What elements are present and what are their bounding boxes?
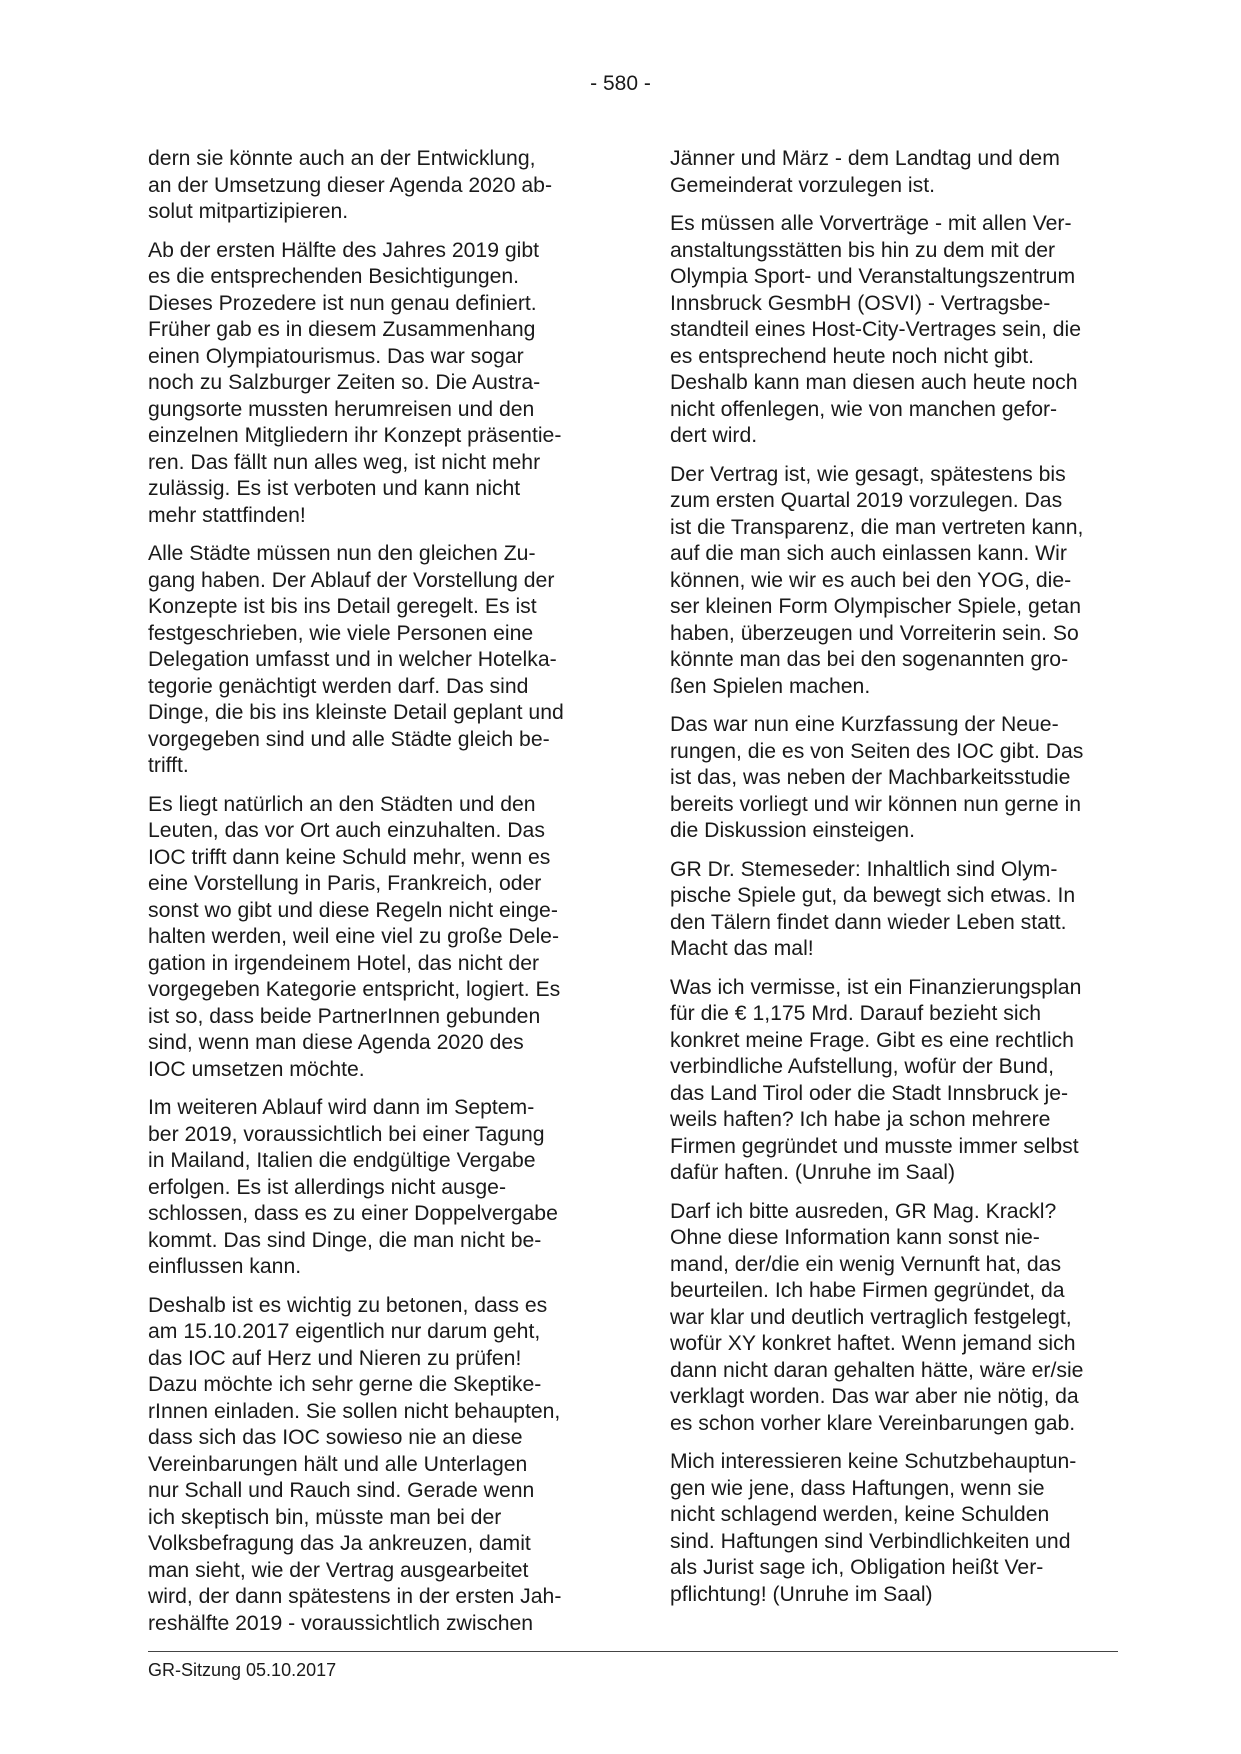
footer-text: GR-Sitzung 05.10.2017: [148, 1660, 337, 1680]
left-column: [148, 146, 608, 1649]
paragraph: Alle Städte müssen nun den gleichen Zu- gang haben. Der Ablauf der Vorstellung der Konzepte ist bis ins Detail geregelt. Es ist festgeschrieben, wie viele Personen eine Delegation umfasst und in welcher Hotelka- tegorie genächtigt werden darf. Das sind Dinge, die bis ins kleinste Detail geplant und vorgegeben sind und alle Städte gleich be- trifft.: [148, 542, 564, 777]
paragraph: Es müssen alle Vorverträge - mit allen Ver- anstaltungsstätten bis hin zu dem mit der Olympia Sport- und Veranstaltungszentrum Innsbruck GesmbH (OSVI) - Vertragsbe- standteil eines Host-City-Vertrages sein, die es entsprechend heute noch nicht gibt. Deshalb kann man diesen auch heute noch nicht offenlegen, wie von manchen gefor- dert wird.: [670, 212, 1081, 447]
paragraph: Das war nun eine Kurzfassung der Neue- rungen, die es von Seiten des IOC gibt. Das ist das, was neben der Machbarkeitsstudie bereits vorliegt und wir können nun gerne in die Diskussion einsteigen.: [670, 713, 1084, 842]
paragraph: dern sie könnte auch an der Entwicklung, an der Umsetzung dieser Agenda 2020 ab- solut mitpartizipieren.: [148, 147, 553, 223]
paragraph: Im weiteren Ablauf wird dann im Septem- ber 2019, voraussichtlich bei einer Tagung in Mailand, Italien die endgültige Vergabe erfolgen. Es ist allerdings nicht ausge- schlossen, dass es zu einer Doppelvergabe kommt. Das sind Dinge, die man nicht be- einflussen kann.: [148, 1096, 558, 1278]
right-column: [670, 146, 1130, 1620]
page-number: - 580 -: [590, 72, 651, 95]
paragraph: Deshalb ist es wichtig zu betonen, dass es am 15.10.2017 eigentlich nur darum geht, das IOC auf Herz und Nieren zu prüfen! Dazu möchte ich sehr gerne die Skeptike- rInnen einladen. Sie sollen nicht behaupten, dass sich das IOC sowieso nie an diese Vereinbarungen hält und alle Unterlagen nur Schall und Rauch sind. Gerade wenn ich skeptisch bin, müsste man bei der Volksbefragung das Ja ankreuzen, damit man sieht, wie der Vertrag ausgearbeitet wird, der dann spätestens in der ersten Jah- reshälfte 2019 - voraussichtlich zwischen: [148, 1293, 562, 1635]
paragraph: Es liegt natürlich an den Städten und den Leuten, das vor Ort auch einzuhalten. Das IOC trifft dann keine Schuld mehr, wenn es eine Vorstellung in Paris, Frankreich, oder sonst wo gibt und diese Regeln nicht einge- halten werden, weil eine viel zu große Dele- gation in irgendeinem Hotel, das nicht der vorgegeben Kategorie entspricht, logiert. Es ist so, dass beide PartnerInnen gebunden sind, wenn man diese Agenda 2020 des IOC umsetzen möchte.: [148, 792, 561, 1081]
paragraph: Ab der ersten Hälfte des Jahres 2019 gibt es die entsprechenden Besichtigungen. Dieses Prozedere ist nun genau definiert. Früher gab es in diesem Zusammenhang einen Olympiatourismus. Das war sogar noch zu Salzburger Zeiten so. Die Austra- gungsorte mussten herumreisen und den einzelnen Mitgliedern ihr Konzept präsentie- ren. Das fällt nun alles weg, ist nicht mehr zulässig. Es ist verboten und kann nicht mehr stattfinden!: [148, 238, 562, 527]
paragraph: Mich interessieren keine Schutzbehauptun- gen wie jene, dass Haftungen, wenn sie nicht schlagend werden, keine Schulden sind. Haftungen sind Verbindlichkeiten und als Jurist sage ich, Obligation heißt Ver- pflichtung! (Unruhe im Saal): [670, 1450, 1077, 1606]
paragraph: Darf ich bitte ausreden, GR Mag. Krackl? Ohne diese Information kann sonst nie- mand, der/die ein wenig Vernunft hat, das beurteilen. Ich habe Firmen gegründet, da war klar und deutlich vertraglich festgelegt, wofür XY konkret haftet. Wenn jemand sich dann nicht daran gehalten hätte, wäre er/sie verklagt worden. Das war aber nie nötig, da es schon vorher klare Vereinbarungen gab.: [670, 1199, 1084, 1435]
paragraph: Was ich vermisse, ist ein Finanzierungsplan für die € 1,175 Mrd. Darauf bezieht sich konkret meine Frage. Gibt es eine rechtlich verbindliche Aufstellung, wofür der Bund, das Land Tirol oder die Stadt Innsbruck je- weils haften? Ich habe ja schon mehrere Firmen gegründet und musste immer selbst dafür haften. (Unruhe im Saal): [670, 975, 1082, 1184]
paragraph: GR Dr. Stemeseder: Inhaltlich sind Olym- pische Spiele gut, da bewegt sich etwas. In den Tälern findet dann wieder Leben statt. Macht das mal!: [670, 857, 1076, 960]
paragraph: Der Vertrag ist, wie gesagt, spätestens bis zum ersten Quartal 2019 vorzulegen. Das ist die Transparenz, die man vertreten kann, auf die man sich auch einlassen kann. Wir können, wie wir es auch bei den YOG, die- ser kleinen Form Olympischer Spiele, getan haben, überzeugen und Vorreiterin sein. So könnte man das bei den sogenannten gro- ßen Spielen machen.: [670, 462, 1084, 698]
paragraph: Jänner und März - dem Landtag und dem Gemeinderat vorzulegen ist.: [670, 147, 1060, 197]
footer-divider: [148, 1651, 1118, 1652]
